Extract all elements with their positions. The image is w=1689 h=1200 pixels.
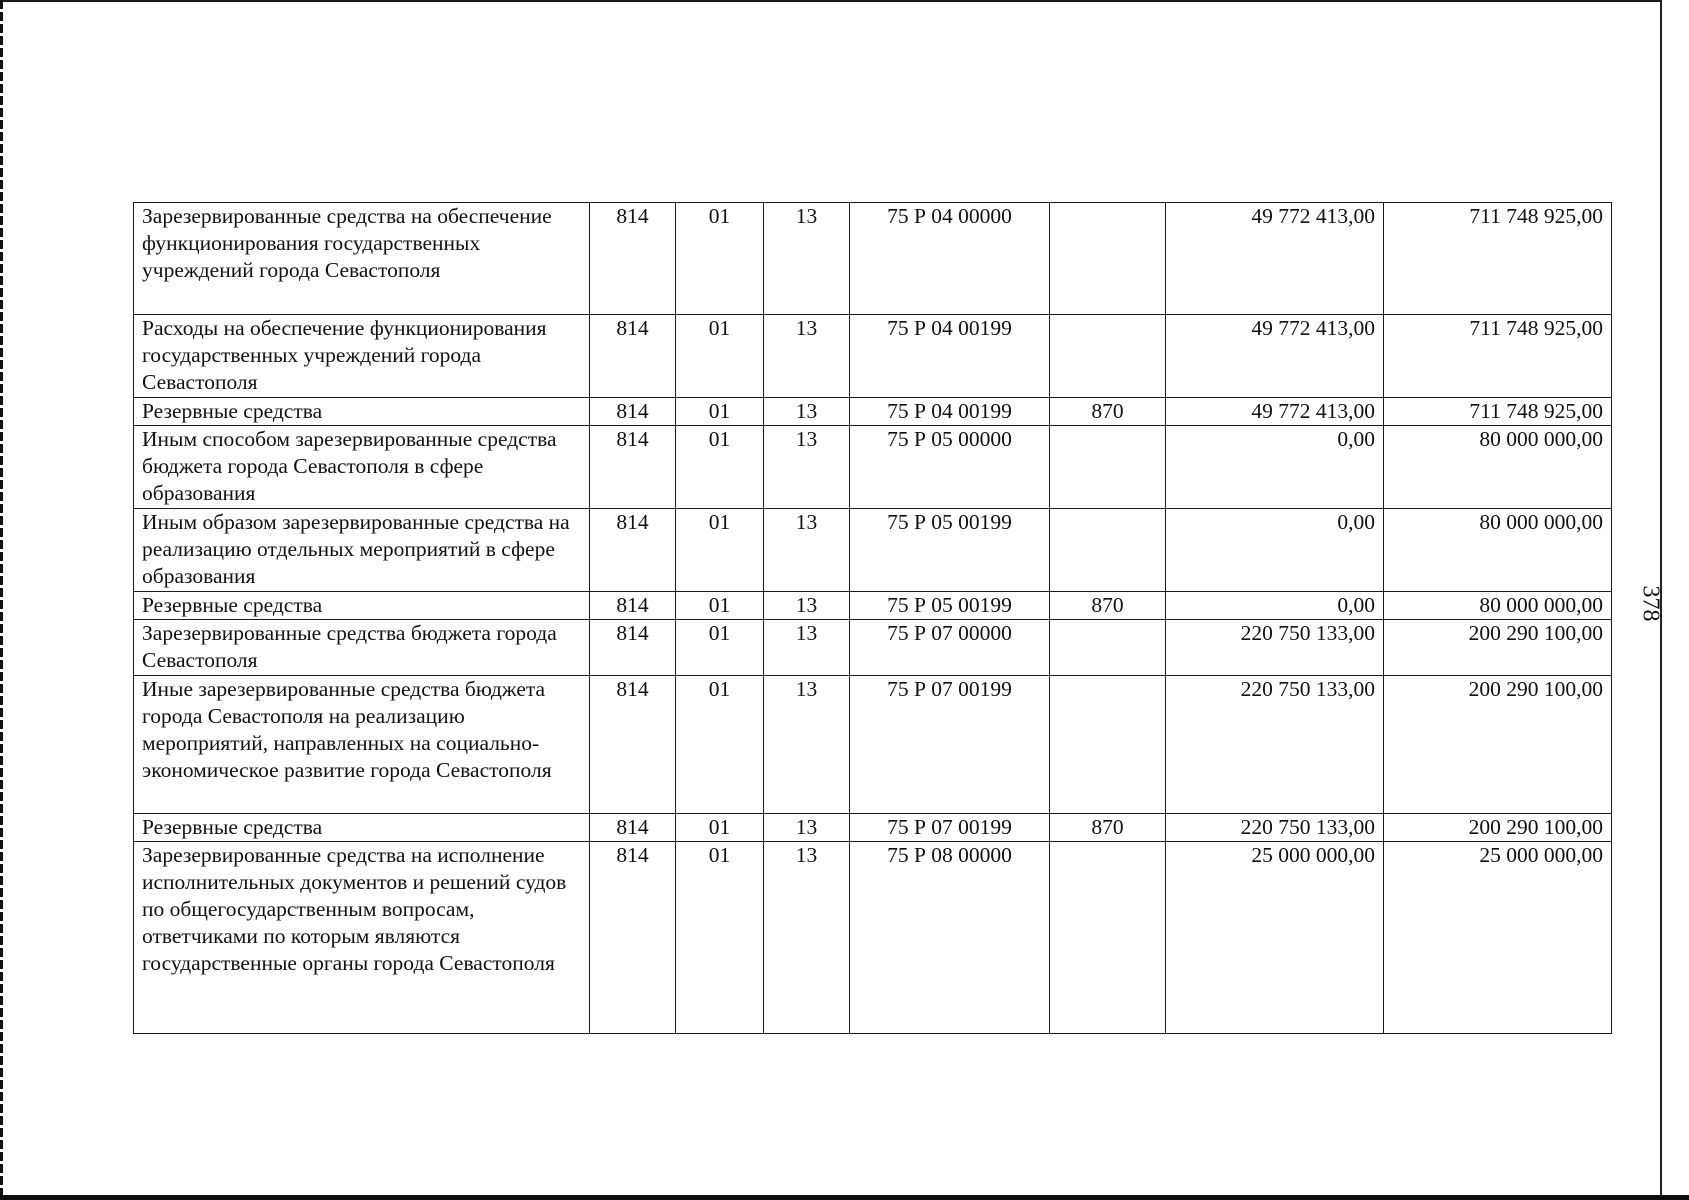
cell-csr: 75 Р 05 00000 (850, 426, 1050, 509)
cell-csr: 75 Р 08 00000 (850, 842, 1050, 1034)
cell-ved: 814 (590, 203, 676, 315)
cell-vr (1050, 509, 1166, 592)
table-row (134, 509, 1612, 592)
cell-pr: 13 (764, 842, 850, 1034)
cell-pr: 13 (764, 315, 850, 398)
cell-sum-2: 711 748 925,00 (1384, 203, 1612, 315)
table-row (134, 315, 1612, 398)
table-row (134, 426, 1612, 509)
row-name: Резервные средства (134, 814, 590, 842)
row-name: Иным способом зарезервированные средства бюджета города Севастополя в сфере образования (134, 426, 590, 509)
cell-rz: 01 (676, 398, 764, 426)
cell-csr: 75 Р 07 00000 (850, 620, 1050, 676)
row-name: Расходы на обеспечение функционирования государственных учреждений города Севастополя (134, 315, 590, 398)
cell-pr: 13 (764, 676, 850, 814)
cell-vr: 870 (1050, 592, 1166, 620)
table-row (134, 842, 1612, 1034)
cell-sum-1: 49 772 413,00 (1166, 315, 1384, 398)
row-name: Резервные средства (134, 592, 590, 620)
cell-pr: 13 (764, 814, 850, 842)
cell-rz: 01 (676, 203, 764, 315)
cell-vr (1050, 315, 1166, 398)
cell-rz: 01 (676, 592, 764, 620)
table-row (134, 814, 1612, 842)
row-name: Иные зарезервированные средства бюджета города Севастополя на реализацию мероприятий, направленных на социально-экономическое развитие города Севастополя (134, 676, 590, 814)
row-name: Резервные средства (134, 398, 590, 426)
cell-ved: 814 (590, 592, 676, 620)
cell-rz: 01 (676, 620, 764, 676)
cell-sum-1: 220 750 133,00 (1166, 620, 1384, 676)
table-row (134, 592, 1612, 620)
cell-sum-1: 49 772 413,00 (1166, 398, 1384, 426)
cell-vr (1050, 426, 1166, 509)
cell-rz: 01 (676, 814, 764, 842)
table-row (134, 620, 1612, 676)
cell-ved: 814 (590, 842, 676, 1034)
cell-sum-2: 25 000 000,00 (1384, 842, 1612, 1034)
row-name: Иным образом зарезервированные средства на реализацию отдельных мероприятий в сфере образования (134, 509, 590, 592)
cell-csr: 75 Р 04 00000 (850, 203, 1050, 315)
cell-pr: 13 (764, 592, 850, 620)
cell-sum-1: 220 750 133,00 (1166, 814, 1384, 842)
page-number: 378 (1637, 585, 1664, 622)
cell-csr: 75 Р 07 00199 (850, 676, 1050, 814)
scan-border-bottom (0, 1195, 1689, 1200)
cell-sum-1: 0,00 (1166, 509, 1384, 592)
row-name: Зарезервированные средства на обеспечение функционирования государственных учреждений города Севастополя (134, 203, 590, 315)
scan-border-top (0, 0, 1662, 2)
cell-vr: 870 (1050, 398, 1166, 426)
cell-sum-1: 0,00 (1166, 592, 1384, 620)
cell-sum-2: 200 290 100,00 (1384, 676, 1612, 814)
table-row (134, 398, 1612, 426)
cell-rz: 01 (676, 676, 764, 814)
budget-table-body (134, 203, 1612, 1034)
cell-pr: 13 (764, 203, 850, 315)
cell-vr (1050, 203, 1166, 315)
budget-table (133, 202, 1612, 1034)
cell-sum-2: 200 290 100,00 (1384, 620, 1612, 676)
cell-pr: 13 (764, 398, 850, 426)
cell-csr: 75 Р 05 00199 (850, 592, 1050, 620)
cell-pr: 13 (764, 620, 850, 676)
cell-rz: 01 (676, 315, 764, 398)
cell-ved: 814 (590, 398, 676, 426)
cell-csr: 75 Р 04 00199 (850, 398, 1050, 426)
cell-ved: 814 (590, 676, 676, 814)
cell-csr: 75 Р 04 00199 (850, 315, 1050, 398)
cell-vr (1050, 676, 1166, 814)
cell-sum-1: 25 000 000,00 (1166, 842, 1384, 1034)
cell-pr: 13 (764, 509, 850, 592)
cell-sum-2: 80 000 000,00 (1384, 426, 1612, 509)
row-name: Зарезервированные средства бюджета города Севастополя (134, 620, 590, 676)
cell-sum-1: 49 772 413,00 (1166, 203, 1384, 315)
cell-csr: 75 Р 07 00199 (850, 814, 1050, 842)
scan-border-left (0, 0, 3, 1200)
cell-ved: 814 (590, 315, 676, 398)
cell-ved: 814 (590, 620, 676, 676)
cell-pr: 13 (764, 426, 850, 509)
cell-vr (1050, 620, 1166, 676)
cell-ved: 814 (590, 509, 676, 592)
cell-csr: 75 Р 05 00199 (850, 509, 1050, 592)
table-row (134, 203, 1612, 315)
cell-sum-2: 711 748 925,00 (1384, 315, 1612, 398)
cell-sum-2: 711 748 925,00 (1384, 398, 1612, 426)
cell-rz: 01 (676, 426, 764, 509)
cell-rz: 01 (676, 842, 764, 1034)
cell-rz: 01 (676, 509, 764, 592)
cell-vr (1050, 842, 1166, 1034)
cell-sum-2: 200 290 100,00 (1384, 814, 1612, 842)
cell-ved: 814 (590, 426, 676, 509)
cell-ved: 814 (590, 814, 676, 842)
cell-sum-1: 220 750 133,00 (1166, 676, 1384, 814)
cell-sum-2: 80 000 000,00 (1384, 592, 1612, 620)
cell-vr: 870 (1050, 814, 1166, 842)
row-name: Зарезервированные средства на исполнение исполнительных документов и решений судов по общегосударственным вопросам, ответчиками по которым являются государственные органы города Севастополя (134, 842, 590, 1034)
cell-sum-2: 80 000 000,00 (1384, 509, 1612, 592)
table-row (134, 676, 1612, 814)
cell-sum-1: 0,00 (1166, 426, 1384, 509)
